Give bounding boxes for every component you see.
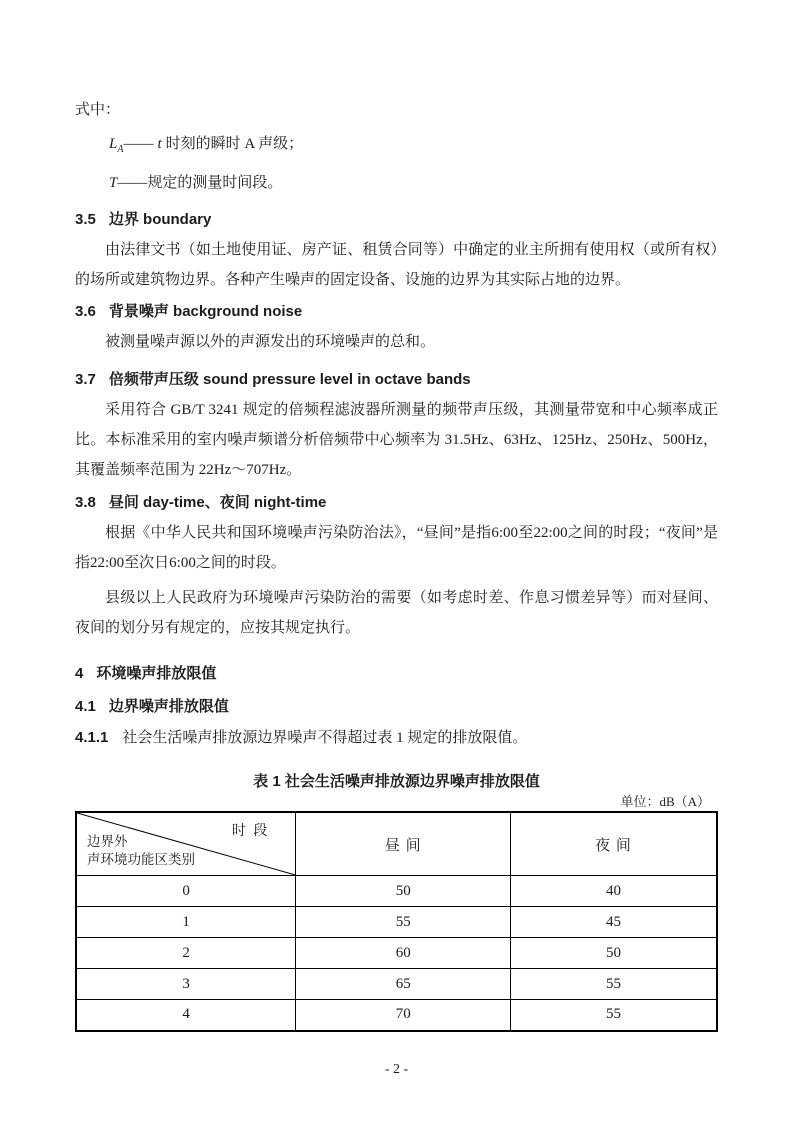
subsection-heading-4-1 — [75, 696, 718, 717]
table-caption: 表 1 社会生活噪声排放源边界噪声排放限值 — [253, 773, 540, 790]
section-heading-3-6 — [75, 301, 718, 322]
subsection-title: 边界噪声排放限值 — [108, 698, 229, 715]
chapter-heading-4 — [75, 663, 718, 684]
day-cell: 50 — [296, 876, 511, 907]
section-title: 昼间 day-time、夜间 night-time — [108, 494, 327, 511]
night-cell: 50 — [511, 938, 717, 969]
section-heading-3-5 — [75, 209, 718, 230]
corner-cell — [76, 812, 296, 876]
table-row — [76, 907, 717, 938]
section-number: 3.5 — [75, 211, 96, 228]
formula-notes-intro: 式中： — [75, 102, 121, 118]
section-title: 背景噪声 background noise — [108, 303, 303, 320]
section-number: 3.8 — [75, 494, 96, 511]
section-title: 边界 boundary — [108, 211, 212, 228]
table-row — [76, 969, 717, 1000]
formula-note-la-text: 时刻的瞬时 A 声级； — [165, 136, 304, 152]
category-cell: 1 — [76, 907, 296, 938]
table-row — [76, 1000, 717, 1031]
section-number: 3.7 — [75, 371, 96, 388]
clause-number: 4.1.1 — [75, 729, 109, 746]
night-cell: 55 — [511, 1000, 717, 1031]
category-cell: 2 — [76, 938, 296, 969]
section-heading-3-8 — [75, 492, 718, 513]
day-cell: 55 — [296, 907, 511, 938]
symbol-t: T — [109, 175, 118, 191]
col-header-night: 夜 间 — [511, 812, 717, 876]
symbol-la: $L_A$ — [109, 136, 124, 155]
category-cell: 4 — [76, 1000, 296, 1031]
clause-4-1-1 — [75, 727, 718, 749]
section-paragraph: 由法律文书（如土地使用证、房产证、租赁合同等）中确定的业主所拥有使用权（或所有权）的场所或建筑物边界。各种产生噪声的固定设备、设施的边界为其实际占地的边界。 — [75, 242, 718, 288]
clause-text: 社会生活噪声排放源边界噪声不得超过表 1 规定的排放限值。 — [122, 730, 528, 746]
section-paragraph: 根据《中华人民共和国环境噪声污染防治法》，“昼间”是指6:00至22:00之间的时段；“夜间”是指22:00至次日6:00之间的时段。 — [75, 525, 718, 571]
corner-label-period: 时 段 — [231, 824, 270, 839]
corner-label-category: 边界外 声环境功能区类别 — [87, 834, 195, 867]
table-row — [76, 938, 717, 969]
page-number: - 2 - — [384, 1061, 409, 1077]
symbol-t-var: t — [157, 136, 162, 152]
category-cell: 3 — [76, 969, 296, 1000]
section-paragraph: 县级以上人民政府为环境噪声污染防治的需要（如考虑时差、作息习惯差异等）而对昼间、夜间的划分另有规定的，应按其规定执行。 — [75, 590, 718, 636]
chapter-number: 4 — [75, 665, 84, 682]
table-header-row — [76, 812, 717, 876]
table-row — [76, 876, 717, 907]
section-heading-3-7 — [75, 369, 718, 390]
formula-note-t-text: 规定的测量时间段。 — [147, 175, 283, 191]
section-paragraph: 被测量噪声源以外的声源发出的环境噪声的总和。 — [105, 334, 436, 350]
day-cell: 60 — [296, 938, 511, 969]
subsection-number: 4.1 — [75, 698, 96, 715]
section-title: 倍频带声压级 sound pressure level in octave bands — [108, 371, 471, 388]
day-cell: 65 — [296, 969, 511, 1000]
section-paragraph: 采用符合 GB/T 3241 规定的倍频程滤波器所测量的频带声压级，其测量带宽和中心频率成正比。本标准采用的室内噪声频谱分析倍频带中心频率为 31.5Hz、63Hz、125Hz、250Hz、500Hz，其覆盖频率范围为 22Hz～707Hz。 — [75, 402, 718, 478]
noise-limit-table — [75, 811, 718, 1032]
category-cell: 0 — [76, 876, 296, 907]
dash: —— — [123, 136, 154, 152]
col-header-day: 昼 间 — [296, 812, 511, 876]
dash: —— — [117, 175, 148, 191]
night-cell: 55 — [511, 969, 717, 1000]
formula-note-t — [109, 173, 718, 199]
unit-label: 单位：dB（A） — [620, 794, 710, 809]
night-cell: 45 — [511, 907, 717, 938]
formula-note-la — [109, 134, 718, 160]
chapter-title: 环境噪声排放限值 — [96, 665, 217, 682]
section-number: 3.6 — [75, 303, 96, 320]
day-cell: 70 — [296, 1000, 511, 1031]
night-cell: 40 — [511, 876, 717, 907]
